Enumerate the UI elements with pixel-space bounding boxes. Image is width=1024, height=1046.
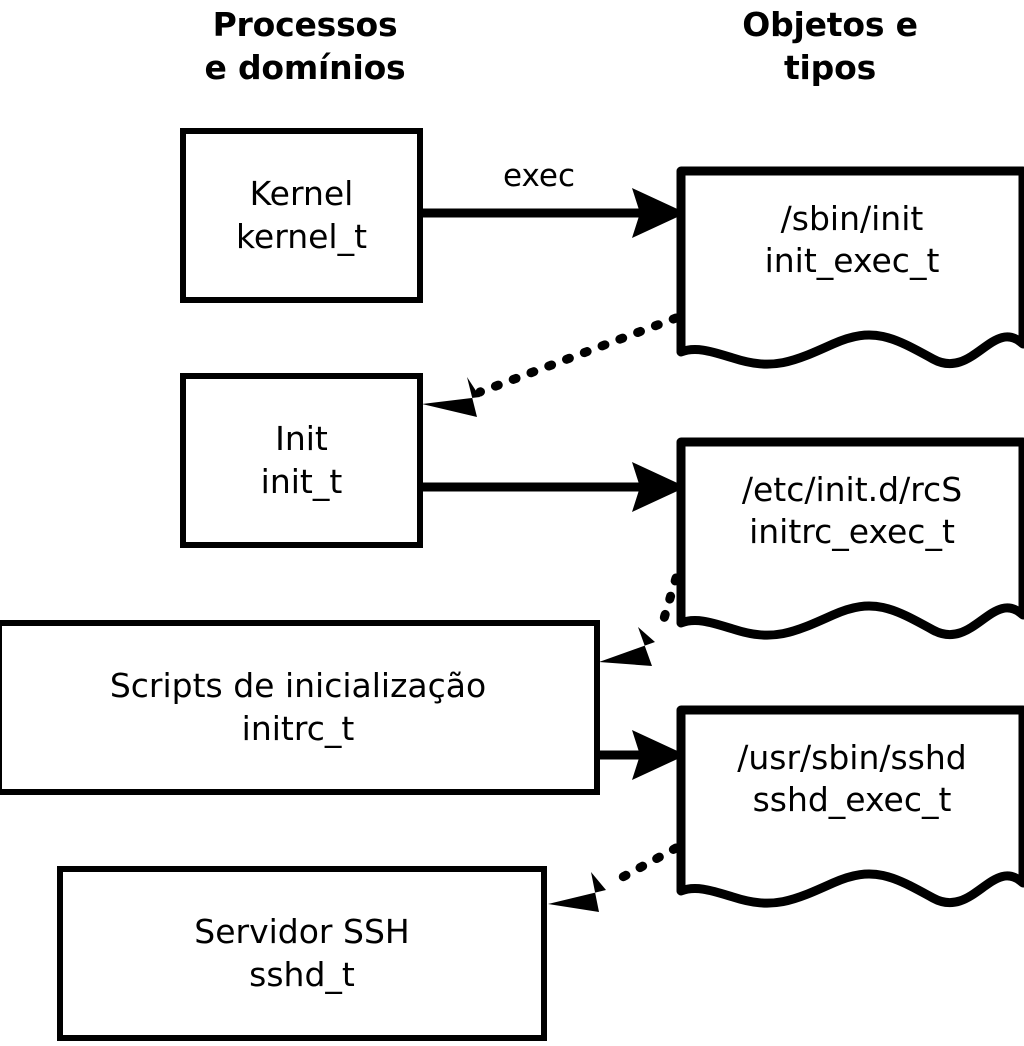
- object-box-initrc-exec-path: /etc/init.d/rcS: [741, 470, 963, 509]
- domain-box-initrc[interactable]: [0, 620, 600, 795]
- object-box-initrc-exec[interactable]: [676, 437, 1024, 645]
- object-box-init-exec-path: /sbin/init: [780, 199, 924, 238]
- domain-box-kernel-name: Kernel: [249, 174, 354, 214]
- domain-box-initrc-type: initrc_t: [241, 708, 355, 748]
- domain-box-sshd[interactable]: [57, 866, 547, 1041]
- domain-box-initrc-name: Scripts de inicialização: [109, 666, 487, 706]
- column-title-objects-line2: tipos: [783, 47, 877, 87]
- object-box-init-exec-type: init_exec_t: [764, 241, 940, 281]
- column-title-objects-line1: Objetos e: [742, 5, 918, 44]
- domain-box-sshd-type: sshd_t: [249, 954, 355, 994]
- edge-label-exec: exec: [503, 158, 576, 194]
- domain-box-init-type: init_t: [260, 461, 343, 501]
- object-box-init-exec[interactable]: [676, 166, 1024, 374]
- object-box-sshd-exec-type: sshd_exec_t: [752, 780, 952, 820]
- column-title-objects: [640, 4, 1020, 90]
- object-box-initrc-exec-type: initrc_exec_t: [749, 512, 955, 552]
- column-title-processes-line1: Processos: [212, 5, 398, 44]
- domain-box-init-name: Init: [275, 419, 328, 459]
- object-box-sshd-exec[interactable]: [676, 705, 1024, 913]
- domain-box-kernel[interactable]: [180, 128, 423, 303]
- domain-box-init[interactable]: [180, 373, 423, 548]
- column-title-processes: [105, 4, 505, 90]
- domain-box-kernel-type: kernel_t: [235, 216, 368, 256]
- column-title-processes-line2: e domínios: [204, 47, 406, 87]
- domain-box-sshd-name: Servidor SSH: [194, 912, 410, 952]
- object-box-sshd-exec-path: /usr/sbin/sshd: [737, 738, 967, 777]
